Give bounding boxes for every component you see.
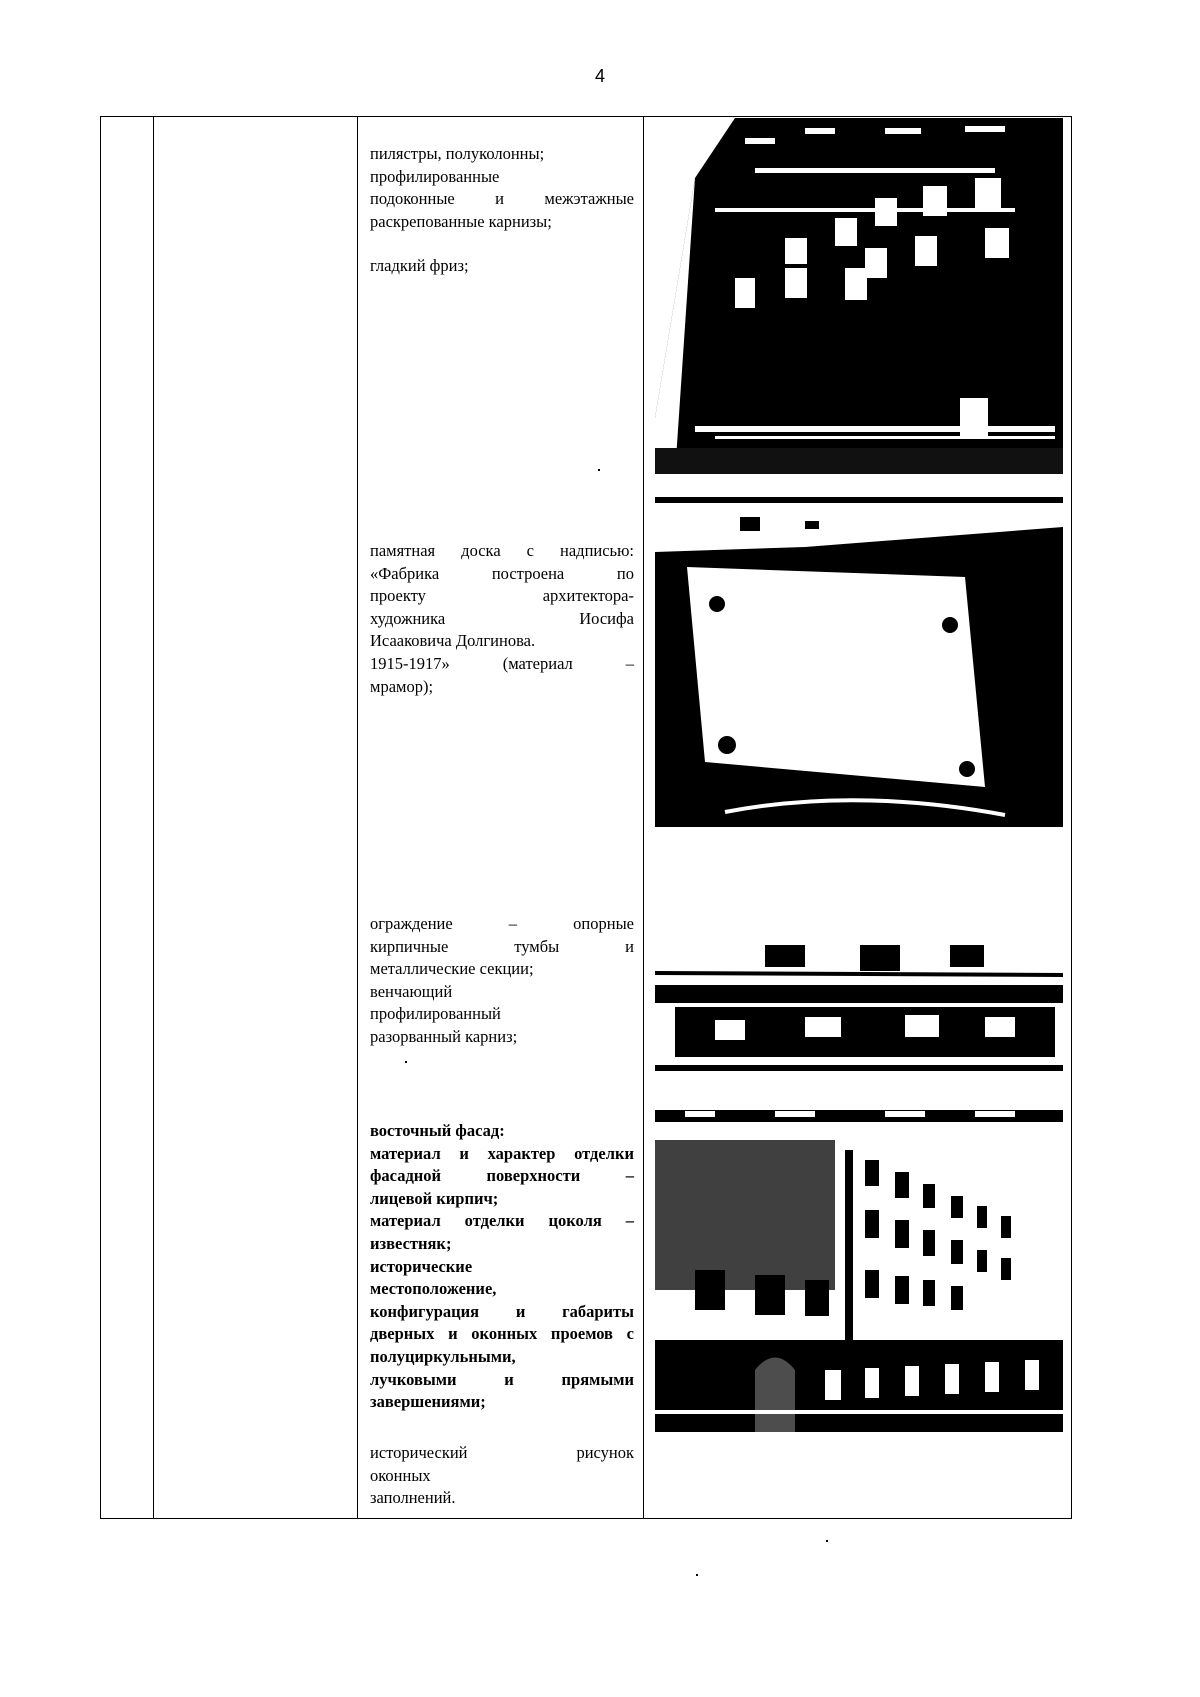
text-line: материал отделки цоколя – (370, 1211, 634, 1231)
text-line: полуциркульными, (370, 1346, 516, 1366)
building-facade-photo (655, 118, 1063, 474)
text-line: мрамор); (370, 676, 434, 696)
text-line: заполнений. (370, 1488, 456, 1508)
scan-speck (598, 469, 600, 471)
text-line: кирпичные тумбы и (370, 936, 634, 956)
text-line: местоположение, (370, 1279, 497, 1299)
text-block-pilasters (370, 143, 634, 278)
text-line: Исааковича Долгинова. (370, 631, 536, 651)
text-line: конфигурация и габариты (370, 1301, 634, 1321)
east-facade-photo (655, 1140, 1063, 1432)
text-line: исторические (370, 1256, 473, 1276)
text-line: лучковыми и прямыми (370, 1369, 634, 1389)
column-divider-1 (153, 117, 154, 1518)
text-line: проекту архитектора- (370, 586, 634, 606)
text-line: исторический рисунок (370, 1443, 634, 1462)
memorial-plaque-photo (655, 497, 1063, 827)
text-line: раскрепованные карнизы; (370, 211, 552, 231)
column-divider-3 (643, 117, 644, 1518)
text-line: профилированный (370, 1004, 501, 1024)
text-line: разорванный карниз; (370, 1026, 518, 1046)
text-line: пилястры, полуколонны; (370, 144, 545, 163)
column-divider-2 (357, 117, 358, 1518)
text-line: материал и характер отделки (370, 1143, 634, 1163)
text-line: завершениями; (370, 1392, 486, 1412)
text-line: «Фабрика построена по (370, 563, 634, 583)
scan-speck (696, 1574, 698, 1576)
text-line: оконных (370, 1465, 431, 1485)
text-line: известняк; (370, 1233, 452, 1253)
text-line: 1915-1917» (материал – (370, 653, 634, 673)
page-number: 4 (594, 66, 605, 86)
text-line: художника Иосифа (370, 608, 634, 628)
text-line: восточный фасад: (370, 1121, 505, 1140)
text-block-fence (370, 913, 634, 1049)
text-line: подоконные и межэтажные (370, 189, 634, 209)
text-line: ограждение – опорные (370, 914, 634, 933)
text-line: лицевой кирпич; (370, 1188, 499, 1208)
text-line: профилированные (370, 166, 500, 186)
text-line: металлические секции; (370, 959, 534, 979)
text-line: гладкий фриз; (370, 256, 469, 276)
text-block-plaque (370, 540, 634, 698)
text-line: венчающий (370, 981, 453, 1001)
text-block-east-facade (370, 1120, 634, 1414)
text-block-window-pattern (370, 1442, 634, 1510)
scan-speck (405, 1061, 407, 1063)
cornice-photo (655, 945, 1063, 1122)
text-line: дверных и оконных проемов с (370, 1324, 634, 1344)
text-line: фасадной поверхности – (370, 1166, 634, 1186)
text-line: памятная доска с надписью: (370, 541, 634, 560)
scan-speck (826, 1540, 828, 1542)
